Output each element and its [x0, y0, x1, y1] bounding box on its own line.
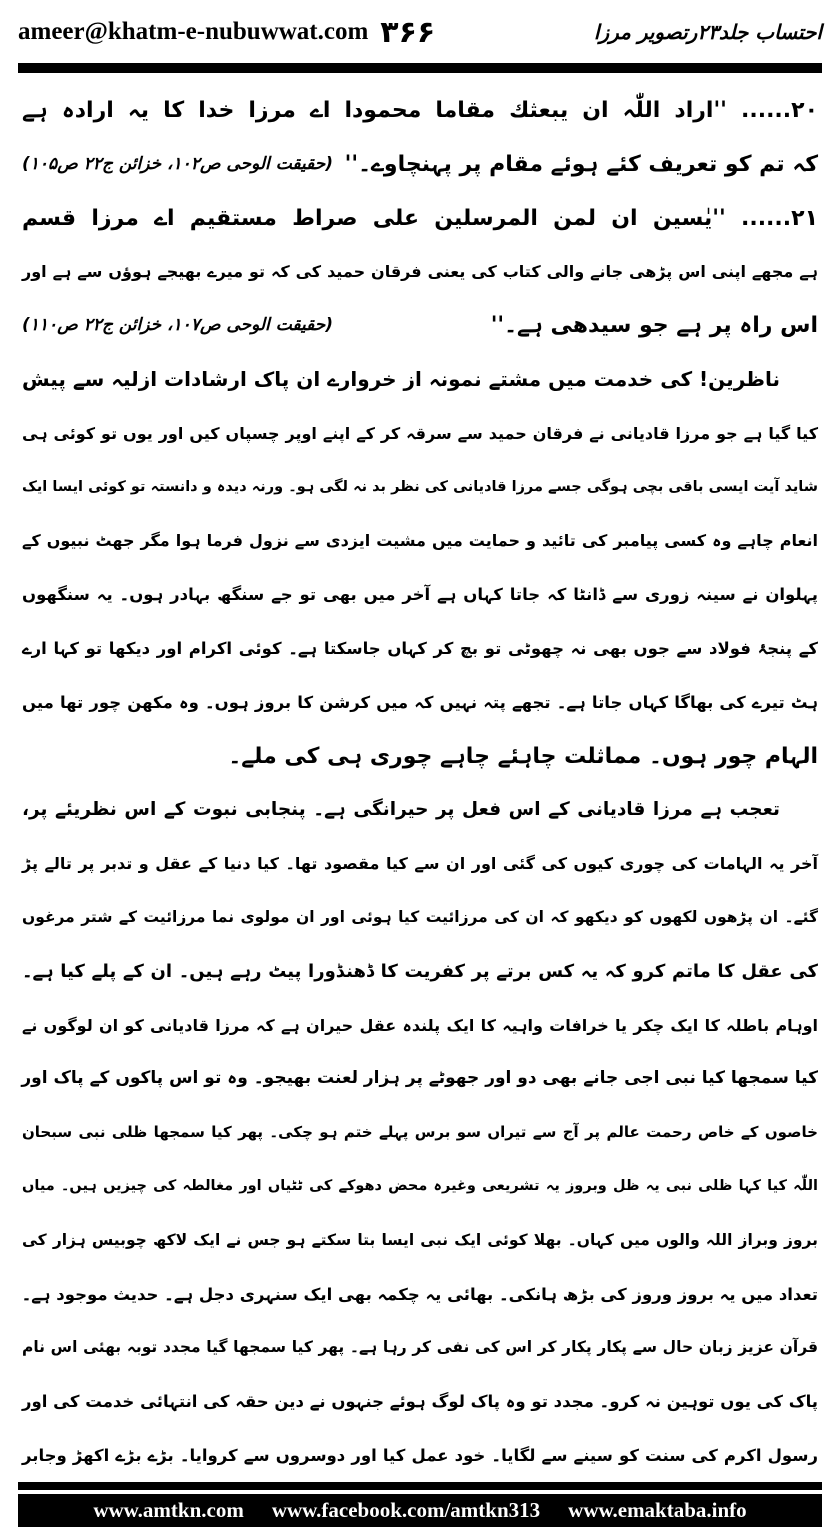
text-line — [22, 299, 818, 353]
page-header — [18, 8, 822, 56]
line-text: کہ تم کو تعریف کئے ہوئے مقام پر پہنچاوے۔'' — [344, 151, 818, 177]
text-line: آخر یہ الہامات کی چوری کیوں کی گئی اور ان سے کیا مقصود تھا۔ کیا دنیا کے عقل و تدبر پر تالے پڑ — [22, 854, 818, 874]
text-line: تعجب ہے مرزا قادیانی کے اس فعل پر حیرانگی ہے۔ پنجابی نبوت کے اس نظریئے پر، — [22, 799, 780, 821]
text-line: الہام چور ہوں۔ مماثلت چاہئے چاہے چوری ہی کی ملے۔ — [228, 743, 818, 769]
text-line: کیا گیا ہے جو مرزا قادیانی نے فرقان حمید سے سرقہ کر کے اپنے اوپر چسپاں کیں اور یوں تو کوئی ہی — [22, 423, 818, 443]
line-text: اس راہ پر ہے جو سیدھی ہے۔'' — [490, 313, 818, 339]
text-line — [22, 138, 818, 192]
page-body — [22, 84, 818, 1483]
footer-link-emaktaba[interactable]: www.emaktaba.info — [568, 1498, 747, 1522]
text-line: ناظرین! کی خدمت میں مشتے نمونہ از خروارے ان پاک ارشادات ازلیہ سے پیش — [22, 366, 780, 391]
text-line: بروز وبراز اللہ والوں میں کہاں۔ بھلا کوئی ایک نبی ایسا بتا سکتے ہو جس نے ایک لاکھ چوبیس ہزار کی — [22, 1230, 818, 1249]
header-left — [18, 15, 435, 50]
footer-link-amtkn[interactable]: www.amtkn.com — [93, 1498, 244, 1522]
text-line: ہٹ تیرے کی بھاگا کہاں جاتا ہے۔ تجھے پتہ نہیں کہ میں کرشن کا بروز ہوں۔ وہ مکھن چور تھا میں — [22, 692, 818, 712]
text-line: گئے۔ ان پڑھوں لکھوں کو دیکھو کہ ان کی مرزائیت کیا ہوئی اور ان مولوی نما مرزائیت کے شتر مرغوں — [22, 907, 818, 926]
citation: (حقیقت الوحی ص۱۰۷، خزائن ج۲۲ ص۱۱۰) — [22, 315, 333, 336]
email-address: ameer@khatm-e-nubuwwat.com — [18, 18, 369, 45]
text-line: ۲۱...... ''یٰسین ان لمن المرسلین علی صراط مستقیم اے مرزا قسم — [22, 205, 818, 231]
text-line: ہے مجھے اپنی اس پڑھی جانے والی کتاب کی یعنی فرقان حمید کی کہ تو میرے بھیجے ہوؤں سے ہے اور — [22, 262, 818, 282]
text-line: رسول اکرم کی سنت کو سینے سے لگایا۔ خود عمل کیا اور دوسروں سے کروایا۔ بڑے بڑے اکھڑ وجابر — [22, 1445, 818, 1465]
text-line: خاصوں کے خاص رحمت عالم پر آج سے تیراں سو برس پہلے ختم ہو چکی۔ پھر کیا سمجھا ظلی نبی سبحان — [22, 1123, 818, 1142]
footer-rule — [18, 1482, 822, 1490]
text-line: کی عقل کا ماتم کرو کہ یہ کس برتے پر کفریت کا ڈھنڈورا پیٹ رہے ہیں۔ ان کے پلے کیا ہے۔ — [22, 960, 818, 982]
page-number: ۳۶۶ — [380, 14, 436, 50]
text-line: تعداد میں یہ بروز وروز کی بڑھ ہانکی۔ بھائی یہ چکمہ بھی ایک سنہری دجل ہے۔ حدیث موجود ہے۔ — [21, 1284, 818, 1304]
text-line: اوہام باطلہ کا ایک چکر یا خرافات واہیہ کا ایک پلندہ عقل حیران ہے کہ مرزا قادیانی کو ان لوگوں نے — [22, 1015, 818, 1035]
footer-bar — [18, 1494, 822, 1527]
book-title: احتساب جلد۲۳رتصویر مرزا — [593, 20, 822, 44]
text-line: شاید آیت ایسی باقی بچی ہوگی جسے مرزا قادیانی کی نظر بد نہ لگی ہو۔ ورنہ دیدہ و دانستہ تو کوئی ایسا ایک — [22, 478, 818, 495]
header-rule — [18, 63, 822, 73]
text-line: پاک کی یوں توہین نہ کرو۔ مجدد تو وہ پاک لوگ ہوئے جنہوں نے دین حقہ کی انتہائی خدمت کی اور — [22, 1392, 818, 1412]
text-line: ۲۰...... ''اراد اللّٰہ ان یبعثك مقاما محمودا اے مرزا خدا کا یہ ارادہ ہے — [22, 98, 818, 123]
text-line: انعام چاہے وہ کسی پیامبر کی تائید و حمایت میں مشیت ایزدی سے نزول فرما ہوا مگر جھٹ نبیوں کے — [22, 531, 819, 551]
text-line: اللّٰہ کیا کہا ظلی نبی یہ ظل وبروز یہ تشریعی وغیرہ محض دھوکے کی ٹٹیاں اور مغالطہ کی چیزیں ہیں۔ میاں — [22, 1177, 818, 1194]
text-line: قرآن عزیز زبان حال سے پکار پکار کر اس کی نفی کر رہا ہے۔ پھر کیا سمجھا گیا مجدد توبہ بھئی اس نام — [22, 1338, 818, 1357]
text-line: کیا سمجھا کیا نبی اجی جانے بھی دو اور جھوٹے پر ہزار لعنت بھیجو۔ وہ تو اس پاکوں کے پاک اور — [21, 1068, 818, 1089]
footer-link-facebook[interactable]: www.facebook.com/amtkn313 — [271, 1498, 541, 1522]
text-line: پہلوان نے سینہ زوری سے ڈانٹا کہ جاتا کہاں ہے آخر میں بھی تو جے سنگھ بہادر ہوں۔ یہ سنگھوں — [22, 585, 818, 605]
citation: (حقیقت الوحی ص۱۰۲، خزائن ج۲۲ ص۱۰۵) — [22, 153, 333, 174]
text-line: کے پنجۂ فولاد سے جوں بھی نہ چھوٹی تو بچ کر کہاں جاسکتا ہے۔ کوئی اکرام اور دیکھا تو کہا ارے — [22, 638, 818, 658]
